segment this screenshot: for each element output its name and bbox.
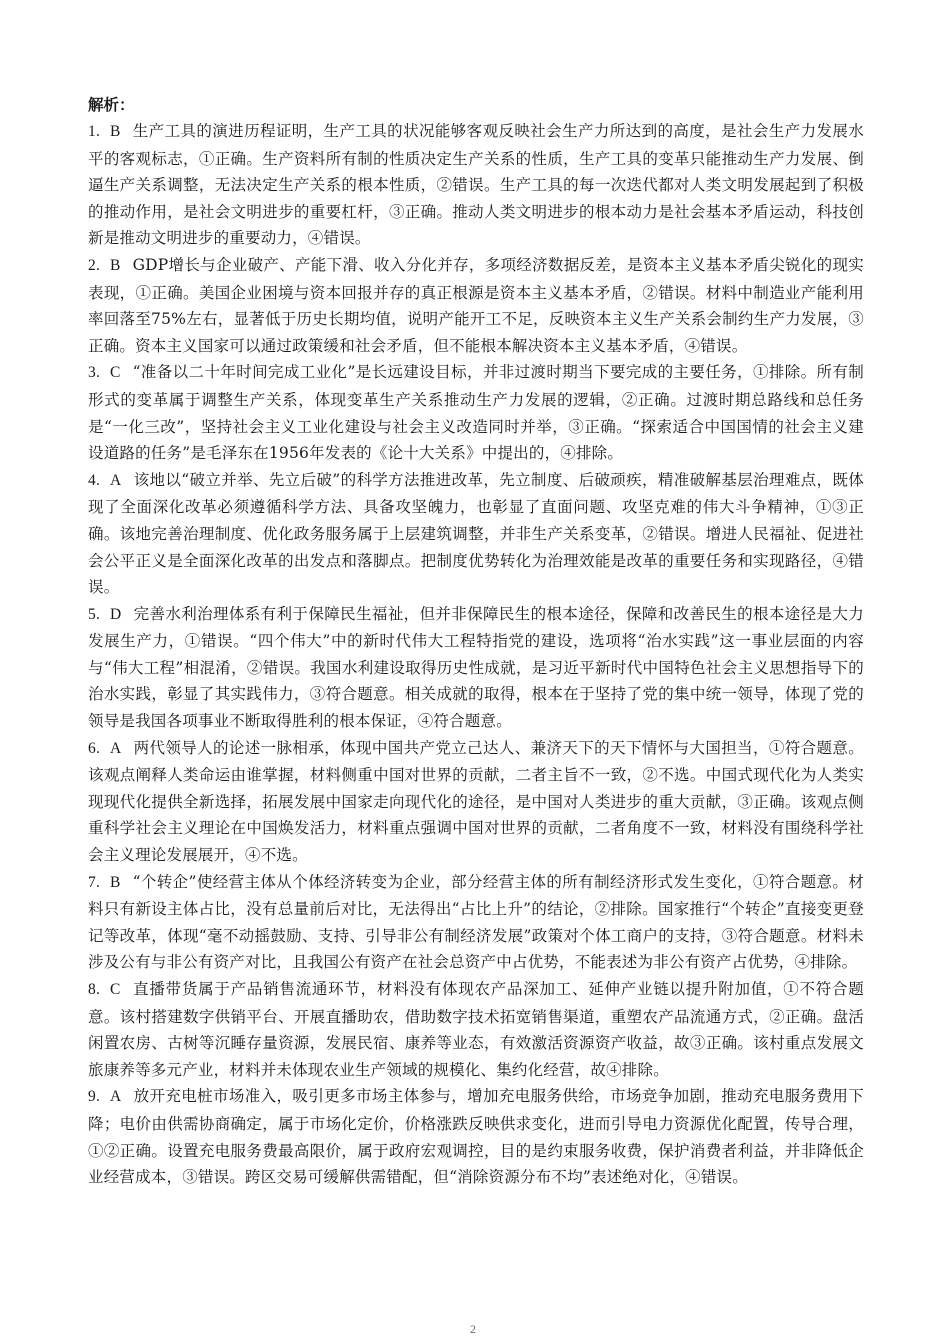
analysis-heading: 解析： [88,96,135,114]
answer-choice: A [110,739,122,757]
analysis-item [88,1083,864,1190]
question-number: 6. [88,739,101,757]
answer-choice: A [110,1088,122,1106]
analysis-item [88,869,864,976]
question-number: 8. [88,981,101,998]
explanation-text: 生产工具的演进历程证明，生产工具的状况能够客观反映社会生产力所达到的高度，是社会生产力发展水平的客观标志，①正确。生产资料所有制的性质决定生产关系的性质，生产工具的变革只能推动生产力发展、倒逼生产关系调整，无法决定生产关系的根本性质，②错误。生产工具的每一次迭代都对人类文明发展起到了积极的推动作用，是社会文明进步的重要杠杆，③正确。推动人类文明进步的根本动力是社会基本矛盾运动，科技创新是推动文明进步的重要动力，④错误。 [88,122,864,248]
page-number: 2 [470,1322,476,1336]
question-number: 1. [88,123,101,140]
analysis-item [88,359,864,466]
analysis-item [88,118,864,252]
explanation-text: 完善水利治理体系有利于保障民生福祉，但并非保障民生的根本途径，保障和改善民生的根本途径是大力发展生产力，①错误。“四个伟大”中的新时代伟大工程特指党的建设，选项将“治水实践”这一事业层面的内容与“伟大工程”相混淆，②错误。我国水利建设取得历史性成就，是习近平新时代中国特色社会主义思想指导下的治水实践，彰显了其实践伟力，③符合题意。相关成就的取得，根本在于坚持了党的集中统一领导，体现了党的领导是我国各项事业不断取得胜利的根本保证，④符合题意。 [88,604,864,731]
analysis-item [88,976,864,1083]
analysis-item [88,735,864,869]
analysis-item [88,467,864,601]
explanation-text: 两代领导人的论述一脉相承，体现中国共产党立己达人、兼济天下的天下情怀与大国担当，①符合题意。该观点阐释人类命运由谁掌握，材料侧重中国对世界的贡献，二者主旨不一致，②不选。中国式现代化为人类实现现代化提供全新选择，拓展发展中国家走向现代化的途径，是中国对人类进步的重大贡献，③正确。该观点侧重科学社会主义理论在中国焕发活力，材料重点强调中国对世界的贡献，二者角度不一致，材料没有围绕科学社会主义理论发展展开，④不选。 [88,738,864,865]
explanation-text: “准备以二十年时间完成工业化”是长远建设目标，并非过渡时期当下要完成的主要任务，①排除。所有制形式的变革属于调整生产关系，体现变革生产关系推动生产力发展的逻辑，②正确。过渡时期总路线和总任务是“一化三改”，坚持社会主义工业化建设与社会主义改造同时并举，③正确。“探索适合中国国情的社会主义建设道路的任务”是毛泽东在1956年发表的《论十大关系》中提出的，④排除。 [88,363,864,463]
answer-choice: C [110,364,121,382]
explanation-text: 该地以“破立并举、先立后破”的科学方法推进改革，先立制度、后破顽疾，精准破解基层治理难点，既体现了全面深化改革必须遵循科学方法、具备攻坚魄力，也彰显了直面问题、攻坚克难的伟大斗争精神，①③正确。该地完善治理制度、优化政务服务属于上层建筑调整，并非生产关系变革，②错误。增进人民福祉、促进社会公平正义是全面深化改革的出发点和落脚点。把制度优势转化为治理效能是改革的重要任务和实现路径，④错误。 [88,470,864,597]
explanation-text: 直播带货属于产品销售流通环节，材料没有体现农产品深加工、延伸产业链以提升附加值，①不符合题意。该村搭建数字供销平台、开展直播助农，借助数字技术拓宽销售渠道，重塑农产品流通方式，②正确。盘活闲置农房、古树等沉睡存量资源，发展民宿、康养等业态，有效激活资源资产收益，故③正确。该村重点发展文旅康养等多元产业，材料并未体现农业生产领域的规模化、集约化经营，故④排除。 [88,980,864,1079]
question-number: 4. [88,471,101,489]
explanation-text: “个转企”使经营主体从个体经济转变为企业，部分经营主体的所有制经济形式发生变化，①符合题意。材料只有新设主体占比，没有总量前后对比，无法得出“占比上升”的结论，②排除。国家推行“个转企”直接变更登记等改革，体现“毫不动摇鼓励、支持、引导非公有制经济发展”政策对个体工商户的支持，③符合题意。材料未涉及公有与非公有资产对比，且我国公有资产在社会总资产中占优势，不能表述为非公有资产占优势，④排除。 [88,872,864,972]
answer-choice: B [110,873,121,891]
answer-choice: D [110,605,122,623]
analysis-item [88,601,864,735]
question-number: 5. [88,605,101,623]
question-number: 2. [88,256,101,274]
answer-choice: A [110,471,122,489]
answer-choice: C [110,981,121,998]
question-number: 3. [88,364,101,382]
analysis-document [88,92,864,1191]
analysis-item [88,252,864,359]
answer-choice: B [110,256,121,274]
analysis-list [88,118,864,1191]
answer-choice: B [110,123,121,140]
question-number: 9. [88,1088,101,1106]
question-number: 7. [88,873,101,891]
explanation-text: 放开充电桩市场准入，吸引更多市场主体参与，增加充电服务供给，市场竞争加剧，推动充电服务费用下降；电价由供需协商确定，属于市场化定价，价格涨跌反映供求变化，进而引导电力资源优化配置，传导合理，①②正确。设置充电服务费最高限价，属于政府宏观调控，目的是约束服务收费，保护消费者利益，并非降低企业经营成本，③错误。跨区交易可缓解供需错配，但“消除资源分布不均”表述绝对化，④错误。 [88,1087,864,1187]
explanation-text: GDP增长与企业破产、产能下滑、收入分化并存，多项经济数据反差，是资本主义基本矛盾尖锐化的现实表现，①正确。美国企业困境与资本回报并存的真正根源是资本主义基本矛盾，②错误。材料中制造业产能利用率回落至75%左右，显著低于历史长期均值，说明产能开工不足，反映资本主义生产关系会制约生产力发展，③正确。资本主义国家可以通过政策缓和社会矛盾，但不能根本解决资本主义基本矛盾，④错误。 [88,255,864,355]
